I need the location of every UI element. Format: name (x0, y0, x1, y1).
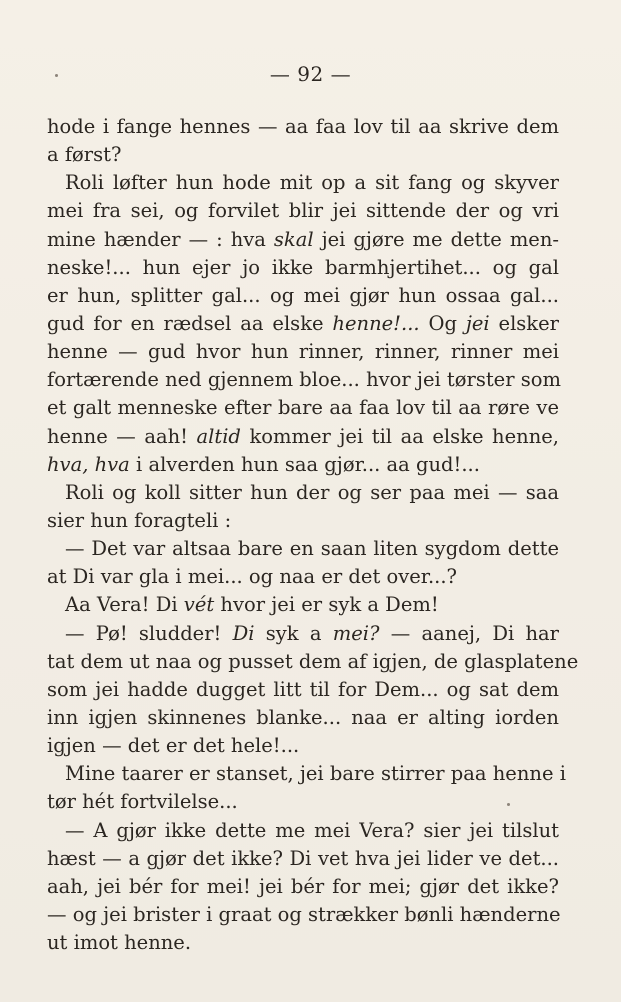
text-line (47, 394, 559, 422)
text-segment: i alverden hun saa gjør... aa gud!... (129, 452, 480, 476)
italic-text-segment: vét (183, 593, 215, 617)
text-segment: sier hun foragteli : (47, 508, 232, 532)
italic-text-segment: Di (232, 621, 255, 645)
text-segment: — Pø! sludder! (65, 621, 233, 645)
text-segment: hvor jei er syk a Dem! (214, 593, 439, 617)
text-segment: tør hét fortvilelse... (47, 790, 238, 814)
text-segment: fortærende ned gjennem bloe... hvor jei tørster som (47, 368, 561, 392)
italic-text-segment: altid (196, 424, 241, 448)
text-line (47, 788, 559, 816)
text-line (47, 169, 559, 197)
text-line (47, 338, 559, 366)
text-segment: — Det var altsaa bare en saan liten sygdom dette (65, 537, 559, 561)
text-line (47, 535, 559, 563)
text-segment: Roli og koll sitter hun der og ser paa mei — saa (65, 480, 559, 504)
text-line (47, 591, 559, 619)
text-segment: henne — aah! (47, 424, 197, 448)
text-segment: mei fra sei, og forvilet blir jei sittende der og vri (47, 199, 559, 223)
text-line (47, 141, 559, 169)
text-segment: tat dem ut naa og pusset dem af igjen, de glasplatene (47, 649, 579, 673)
italic-text-segment: skal (273, 227, 314, 251)
text-line (47, 620, 559, 648)
text-segment: — aanej, Di har (379, 621, 559, 645)
text-line (47, 676, 559, 704)
text-segment: at Di var gla i mei... og naa er det over...? (47, 565, 458, 589)
italic-text-segment: jei (465, 311, 490, 335)
text-segment: Mine taarer er stanset, jei bare stirrer paa henne i (65, 762, 566, 786)
text-segment: elsker (489, 311, 559, 335)
italic-text-segment: hva, hva (47, 452, 130, 476)
text-line (47, 704, 559, 732)
text-segment: hode i fange hennes — aa faa lov til aa skrive dem (47, 115, 559, 138)
text-line (47, 648, 579, 676)
page-speck (55, 74, 58, 77)
text-line (47, 507, 559, 535)
italic-text-segment: henne!... (332, 311, 420, 335)
text-line (47, 817, 559, 845)
text-segment: — A gjør ikke dette me mei Vera? sier jei tilslut (65, 818, 559, 842)
text-line (47, 310, 559, 338)
text-line (47, 254, 559, 282)
text-segment: jei gjøre me dette men- (313, 227, 559, 251)
page-number: — 92 — (269, 62, 352, 86)
text-line (47, 732, 559, 760)
text-line (47, 282, 559, 310)
text-line (47, 226, 559, 254)
text-segment: er hun, splitter gal... og mei gjør hun ossaa gal... (47, 283, 559, 307)
text-segment: henne — gud hvor hun rinner, rinner, rinner mei (47, 340, 559, 364)
text-line (47, 845, 559, 873)
text-segment: inn igjen skinnenes blanke... naa er alting iorden (47, 705, 559, 729)
text-segment: Aa Vera! Di (65, 593, 184, 617)
text-line (47, 901, 559, 929)
text-line (47, 451, 559, 479)
text-segment: Roli løfter hun hode mit op a sit fang og skyver (65, 171, 559, 195)
text-segment: — og jei brister i graat og strækker bønli hænderne (47, 902, 561, 926)
text-segment: igjen — det er det hele!... (47, 734, 300, 758)
text-line (47, 873, 559, 901)
text-line (47, 197, 559, 225)
text-segment: aah, jei bér for mei! jei bér for mei; gjør det ikke? (47, 874, 559, 898)
text-segment: syk a (254, 621, 333, 645)
text-segment: ut imot henne. (47, 931, 192, 955)
text-segment: et galt menneske efter bare aa faa lov til aa røre ve (47, 396, 559, 420)
text-line (47, 423, 559, 451)
text-segment: gud for en rædsel aa elske (47, 311, 333, 335)
text-line (47, 479, 559, 507)
text-line (47, 113, 559, 141)
text-line (47, 366, 559, 394)
italic-text-segment: mei? (332, 621, 380, 645)
text-segment: mine hænder — : hva (47, 227, 274, 251)
text-line (47, 563, 559, 591)
text-segment: Og (419, 311, 466, 335)
text-segment: neske!... hun ejer jo ikke barmhjertihet... og gal (47, 255, 559, 279)
text-segment: a først? (47, 143, 122, 167)
text-segment: som jei hadde dugget litt til for Dem... og sat dem (47, 677, 559, 701)
text-line (47, 929, 559, 957)
body-text (47, 113, 579, 957)
text-segment: kommer jei til aa elske henne, (240, 424, 559, 448)
text-segment: hæst — a gjør det ikke? Di vet hva jei lider ve det... (47, 846, 559, 870)
text-line (47, 760, 566, 788)
